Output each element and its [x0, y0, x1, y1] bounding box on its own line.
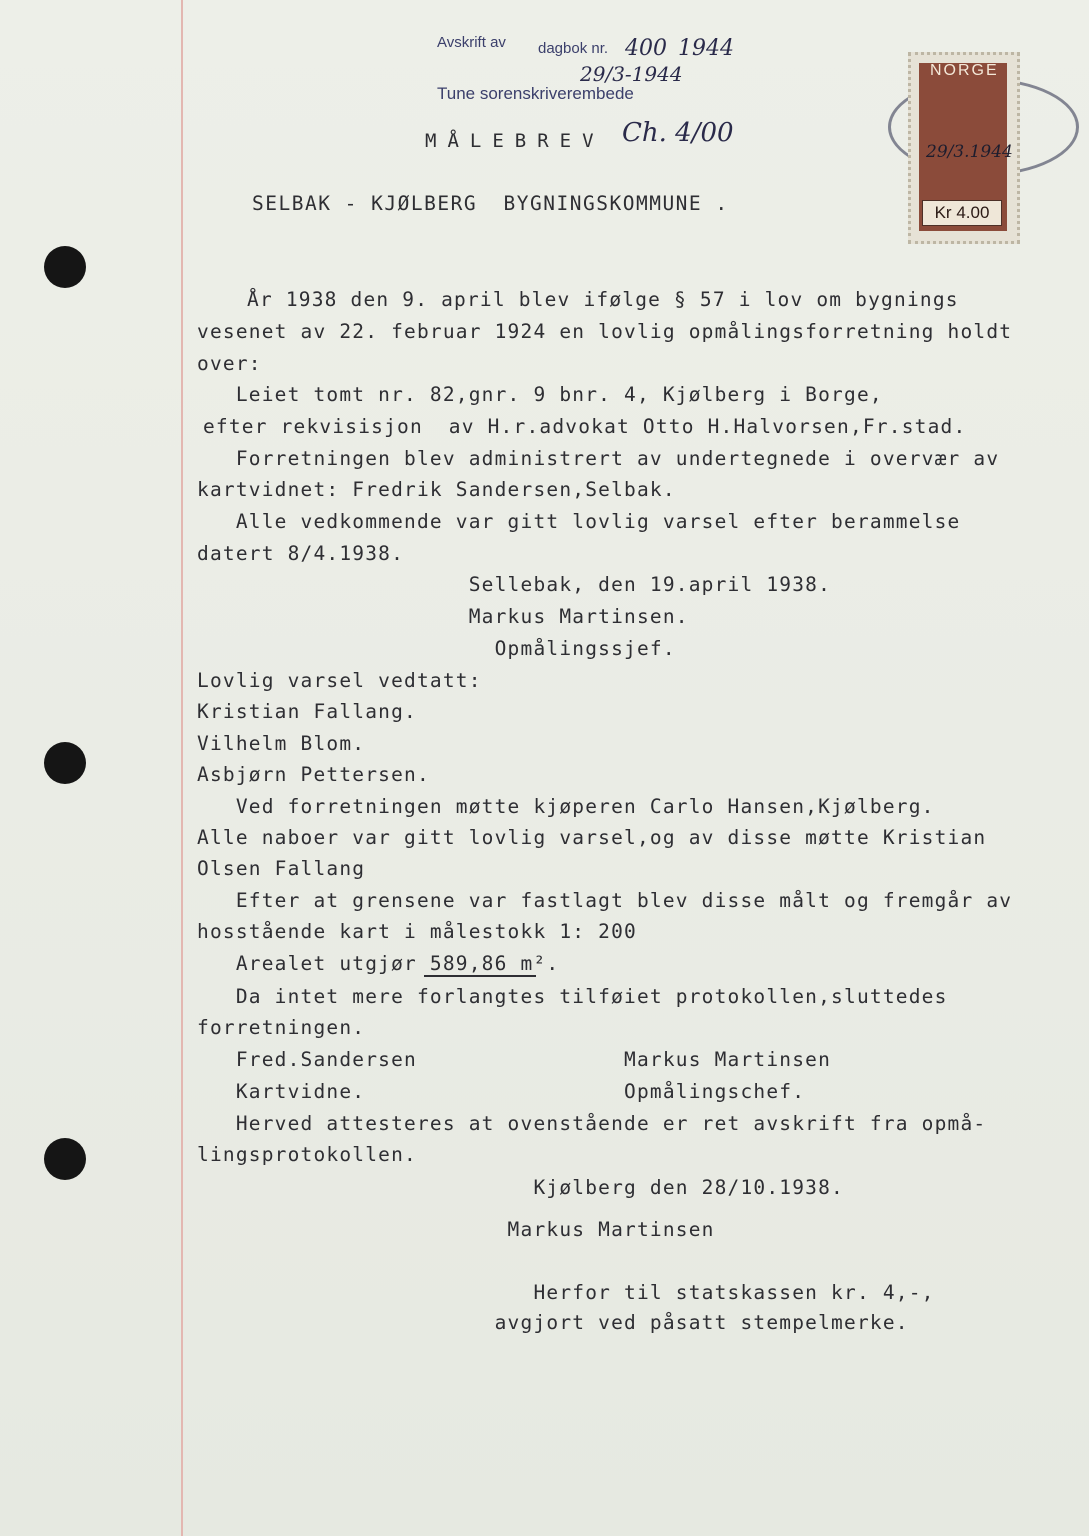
body-line-20: Efter at grensene var fastlagt blev disse målt og fremgår av: [197, 889, 1013, 912]
body-line-6: Forretningen blev administrert av undertegnede i overvær av: [197, 447, 1000, 470]
document-title: MÅLEBREV: [425, 130, 605, 152]
document-subtitle: SELBAK - KJØLBERG BYGNINGSKOMMUNE .: [252, 192, 729, 215]
office-name: Tune sorenskriverembede: [437, 84, 634, 103]
handwritten-date: 29/3-1944: [580, 62, 683, 86]
punch-hole-middle: [44, 742, 86, 784]
body-line-22: Arealet utgjør 589,86 m².: [197, 952, 560, 975]
dagbok-label: dagbok nr.: [538, 40, 609, 57]
body-line-28: lingsprotokollen.: [197, 1143, 417, 1166]
stamp-value: Kr 4.00: [922, 200, 1002, 226]
body-line-19: Olsen Fallang: [197, 857, 366, 880]
body-line-32: avgjort ved påsatt stempelmerke.: [197, 1311, 909, 1334]
body-line-26: Kartvidne. Opmålingschef.: [197, 1080, 806, 1103]
dagbok-number: 400: [625, 36, 667, 61]
avskrift-label: Avskrift av: [437, 34, 506, 51]
body-line-21: hosstående kart i målestokk 1: 200: [197, 920, 637, 943]
body-line-30: Markus Martinsen: [197, 1218, 715, 1241]
body-line-27: Herved attesteres at ovenstående er ret avskrift fra opmå-: [197, 1112, 987, 1135]
body-line-16: Asbjørn Pettersen.: [197, 763, 430, 786]
area-underline: [424, 975, 536, 977]
body-line-15: Vilhelm Blom.: [197, 732, 366, 755]
body-line-12: Opmålingssjef.: [197, 637, 676, 660]
body-line-29: Kjølberg den 28/10.1938.: [197, 1176, 844, 1199]
punch-hole-top: [44, 246, 86, 288]
body-line-11: Markus Martinsen.: [197, 605, 689, 628]
stamp-country: NORGE: [930, 62, 999, 79]
body-line-13: Lovlig varsel vedtatt:: [197, 669, 482, 692]
body-line-10: Sellebak, den 19.april 1938.: [197, 573, 832, 596]
body-line-17: Ved forretningen møtte kjøperen Carlo Hansen,Kjølberg.: [197, 795, 935, 818]
body-line-5: efter rekvisisjon av H.r.advokat Otto H.Halvorsen,Fr.stad.: [190, 415, 967, 438]
red-margin-line: [181, 0, 183, 1536]
body-line-4: Leiet tomt nr. 82,gnr. 9 bnr. 4, Kjølberg i Borge,: [197, 383, 883, 406]
title-note: Ch. 4/00: [622, 118, 734, 148]
body-line-8: Alle vedkommende var gitt lovlig varsel efter berammelse: [197, 510, 961, 533]
body-line-25: Fred.Sandersen Markus Martinsen: [197, 1048, 832, 1071]
dagbok-year: 1944: [678, 36, 734, 61]
body-line-23: Da intet mere forlangtes tilføiet protokollen,sluttedes: [197, 985, 948, 1008]
body-line-24: forretningen.: [197, 1016, 366, 1039]
body-line-18: Alle naboer var gitt lovlig varsel,og av disse møtte Kristian: [197, 826, 987, 849]
body-line-2: vesenet av 22. februar 1924 en lovlig opmålingsforretning holdt: [197, 320, 1013, 343]
body-line-9: datert 8/4.1938.: [197, 542, 405, 565]
stamp-cancel-date: 29/3.1944: [926, 142, 1013, 162]
body-line-1: År 1938 den 9. april blev ifølge § 57 i lov om bygnings: [247, 288, 959, 311]
body-line-31: Herfor til statskassen kr. 4,-,: [197, 1281, 935, 1304]
punch-hole-bottom: [44, 1138, 86, 1180]
body-line-7: kartvidnet: Fredrik Sandersen,Selbak.: [197, 478, 676, 501]
body-line-3: over:: [197, 352, 262, 375]
body-line-14: Kristian Fallang.: [197, 700, 417, 723]
